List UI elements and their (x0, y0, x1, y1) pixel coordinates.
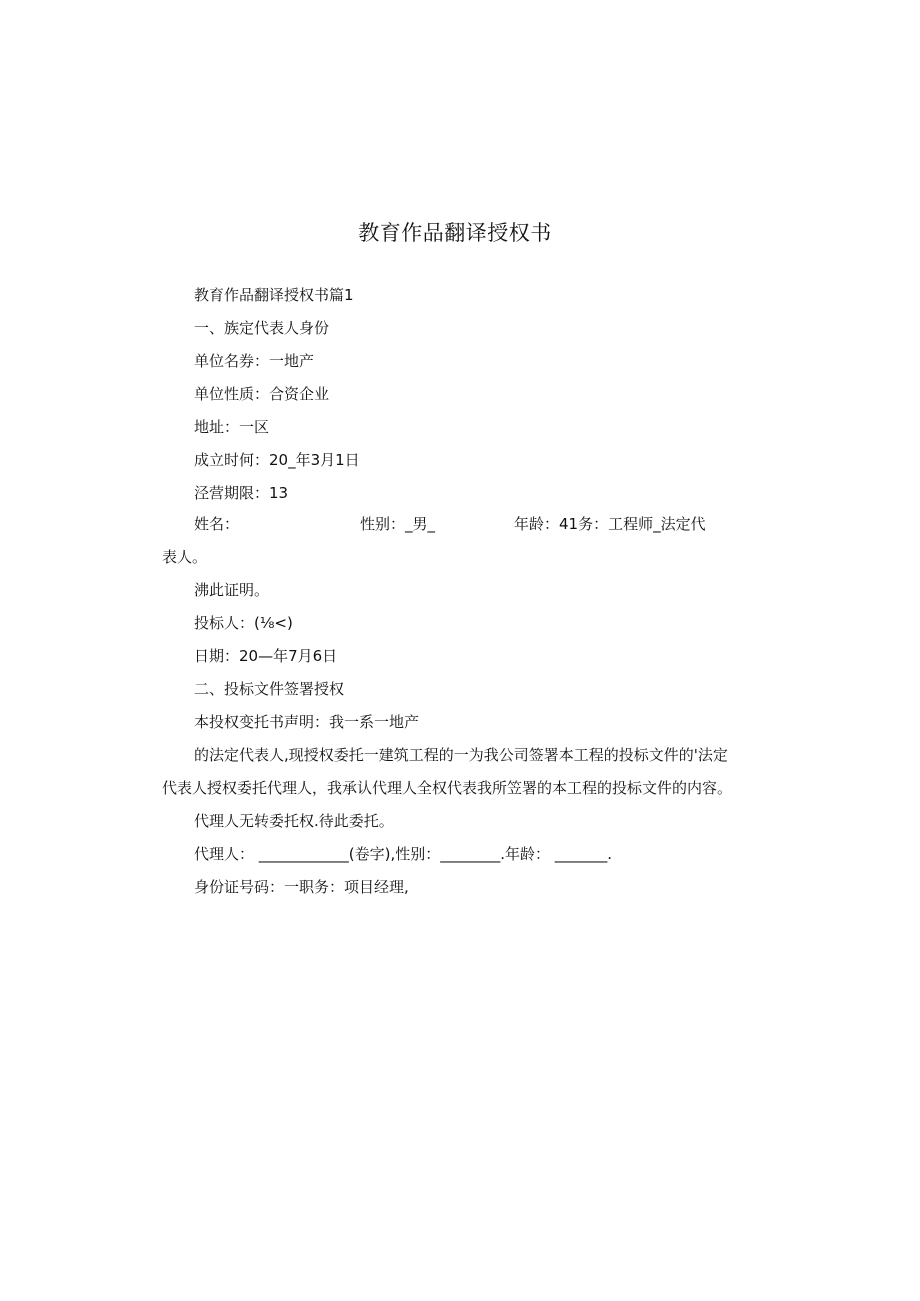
agent-info-line: 代理人： ____________(卷字),性别：________.年龄： _______. (194, 845, 613, 863)
paragraph-continuation: 代表人授权委托代理人，我承认代理人全权代表我所笠署的本工程的投标文件的内容。 (162, 779, 733, 797)
paragraph-line: 的法定代表人,现授权委托一建筑工程的一为我公司签署本工程的投标文件的'法定 (194, 746, 728, 764)
document-title: 教育作品翻译授权书 (358, 221, 552, 245)
date-line: 日期：20—年7月6日 (194, 647, 338, 665)
section-heading: 教育作品翻译授权书篇1 (194, 286, 354, 304)
unit-nature-line: 单位性质：合资企业 (194, 385, 330, 403)
certification-line: 沸此证明。 (194, 581, 270, 599)
bidder-line: 投标人：(⅛<) (194, 614, 293, 632)
subsection-heading: 一、族定代表人身份 (194, 319, 330, 337)
wrapped-text: 表人。 (162, 548, 208, 566)
person-info-row (194, 513, 734, 535)
gender-field: 性别：_男_ (360, 515, 436, 533)
operating-term-line: 泾营期限：13 (194, 484, 289, 502)
age-duty-field: 年龄：41务：工程师_法定代 (514, 515, 706, 533)
declaration-line: 本投权变托书声明：我一系一地产 (194, 713, 420, 731)
founded-date-line: 成立时何：20_年3月1日 (194, 451, 360, 469)
name-label: 姓名： (194, 515, 240, 533)
id-number-line: 身份证号码：一职务：项目经理, (194, 878, 409, 896)
section2-heading: 二、投标文件签署授权 (194, 680, 345, 698)
address-line: 地址：一区 (194, 418, 270, 436)
unit-name-line: 单位名券：一地产 (194, 352, 315, 370)
no-subdelegation-line: 代理人无转委托权.待此委托。 (194, 812, 394, 830)
